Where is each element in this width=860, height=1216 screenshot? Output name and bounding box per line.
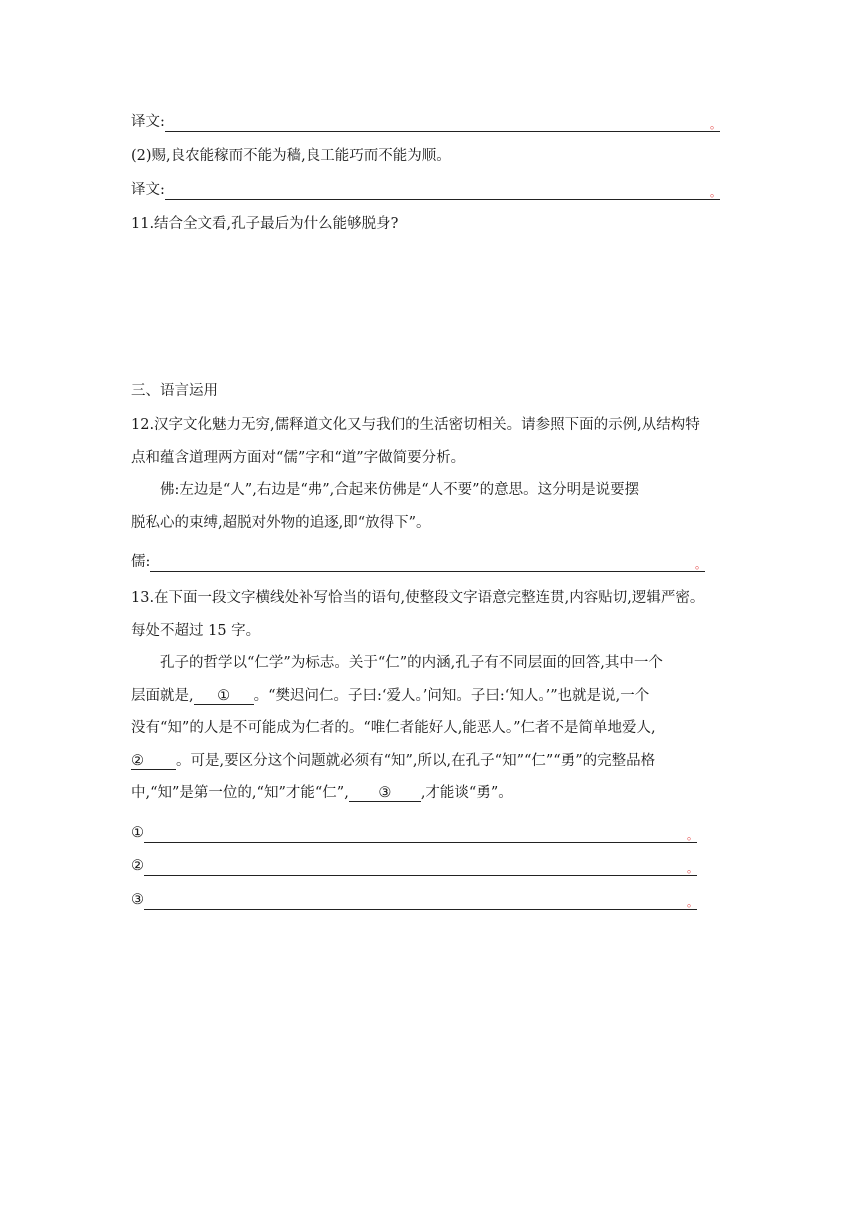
answer-line[interactable]: [144, 895, 697, 910]
translation-label: 译文:: [131, 182, 165, 198]
q12-example-line-2: 脱私心的束缚,超脱对外物的追逐,即“放得下”。: [131, 514, 431, 531]
q12-prompt-line-1: 12.汉字文化魅力无穷,儒释道文化又与我们的生活密切相关。请参照下面的示例,从结构特: [131, 417, 700, 433]
q13-answer-3[interactable]: [131, 890, 698, 910]
answer-line[interactable]: [165, 117, 720, 132]
end-mark: 。: [695, 558, 706, 571]
translation-answer-2[interactable]: [131, 180, 721, 200]
passage-line-3: 没有“知”的人是不可能成为仁者的。“唯仁者能好人,能恶人。”仁者不是简单地爱人,: [131, 720, 656, 736]
end-mark: 。: [710, 118, 721, 131]
end-mark: 。: [710, 186, 721, 199]
section-heading: 三、语言运用: [131, 383, 218, 399]
q13-prompt-line-1: 13.在下面一段文字横线处补写恰当的语句,使整段文字语意完整连贯,内容贴切,逻辑严密。: [131, 590, 705, 606]
answer-line[interactable]: [144, 861, 697, 876]
blank-2: ②: [131, 753, 176, 770]
passage-line-2: 层面就是, ① 。“樊迟问仁。子曰:‘爱人。’问知。子曰:‘知人。’”也就是说,一个: [131, 687, 650, 704]
q13-answer-2[interactable]: [131, 856, 698, 876]
answer-label: 儒:: [131, 554, 151, 570]
answer-label: ②: [131, 858, 144, 874]
end-mark: 。: [687, 896, 698, 909]
blank-1: ①: [194, 688, 254, 705]
question-10-sentence-2: (2)赐,良农能稼而不能为穑,良工能巧而不能为顺。: [131, 148, 451, 164]
q13-prompt-line-2: 每处不超过 15 字。: [131, 622, 261, 639]
q13-passage: [131, 647, 731, 810]
question-12-prompt: [131, 409, 731, 539]
end-mark: 。: [687, 862, 698, 875]
translation-answer-1[interactable]: [131, 112, 721, 132]
answer-line[interactable]: [144, 828, 697, 843]
translation-label: 译文:: [131, 114, 165, 130]
answer-label: ①: [131, 825, 144, 841]
passage-line-5: 中,“知”是第一位的,“知”才能“仁”, ③ ,才能谈“勇”。: [131, 785, 513, 801]
q13-answer-1[interactable]: [131, 823, 698, 843]
q12-example-line-1: 佛:左边是“人”,右边是“弗”,合起来仿佛是“人不要”的意思。这分明是说要摆: [160, 482, 640, 498]
passage-line-1: 孔子的哲学以“仁学”为标志。关于“仁”的内涵,孔子有不同层面的回答,其中一个: [160, 655, 663, 671]
answer-label: ③: [131, 892, 144, 908]
answer-line[interactable]: [165, 185, 720, 200]
question-13-prompt: [131, 582, 731, 647]
question-11: 11.结合全文看,孔子最后为什么能够脱身?: [131, 216, 399, 232]
end-mark: 。: [687, 829, 698, 842]
blank-3: ③: [349, 785, 421, 802]
passage-line-4: ② 。可是,要区分这个问题就必须有“知”,所以,在孔子“知”“仁”“勇”的完整品格: [131, 752, 656, 769]
q12-prompt-line-2: 点和蕴含道理两方面对“儒”字和“道”字做简要分析。: [131, 449, 466, 466]
answer-line[interactable]: [150, 557, 705, 572]
q12-answer-ru[interactable]: [131, 552, 706, 572]
